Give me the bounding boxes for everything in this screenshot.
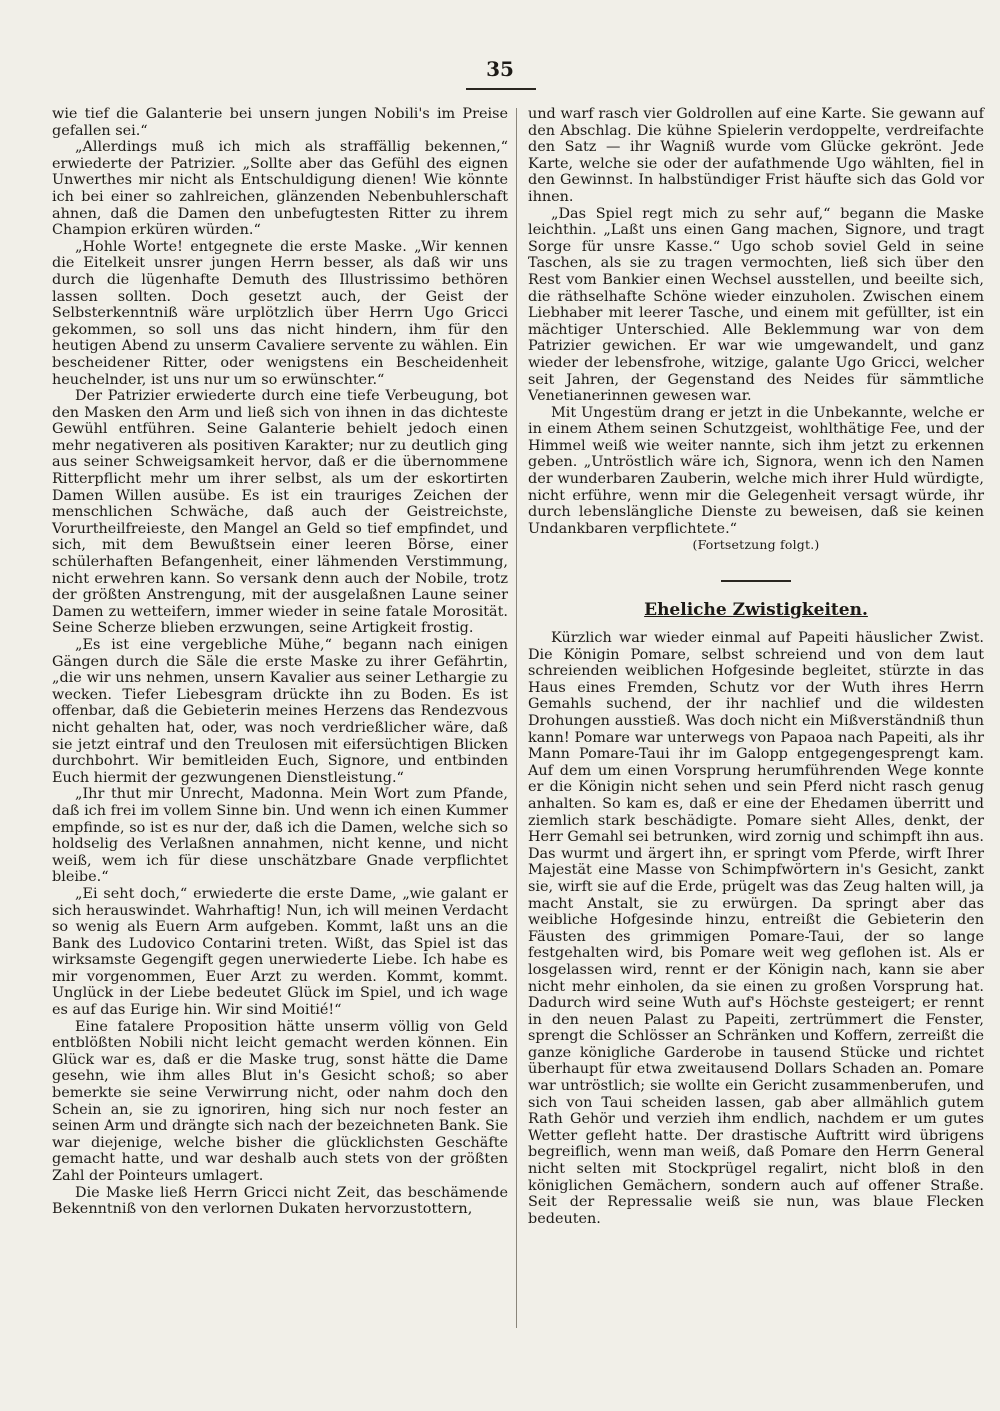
paragraph: und warf rasch vier Goldrollen auf eine Karte. Sie gewann auf den Abschlag. Die kühne Spielerin verdoppelte, verdreifachte den Satz — ihr Wagniß wurde vom Glücke gekrönt. Jede Karte, welche sie oder der aufathmende Ugo wählten, fiel in den Gewinnst. In halbstündiger Frist häufte sich das Gold vor ihnen. [528,106,984,205]
paragraph: wie tief die Galanterie bei unsern jungen Nobili's im Preise gefallen sei.“ [52,106,508,139]
continuation-note: (Fortsetzung folgt.) [692,537,820,553]
paragraph: „Allerdings muß ich mich als straffällig bekennen,“ erwiederte der Patrizier. „Sollte aber das Gefühl des eignen Unwerthes mir nicht als Entschuldigung dienen! Wie könnte ich bei einer so zahlreichen, glänzenden Nebenbuhlerschaft ahnen, daß die Damen den unbefugtesten Ritter zu ihrem Champion erküren würden.“ [52,139,508,239]
column-divider [516,108,517,1328]
article-title: Eheliche Zwistigkeiten. [644,600,868,621]
paragraph: „Hohle Worte! entgegnete die erste Maske. „Wir kennen die Eitelkeit unsrer jungen Herrn besser, als daß wir uns durch die lügenhafte Demuth des Illustrissimo bethören lassen sollten. Doch gesetzt auch, der Geist der Selbsterkenntniß wäre urplötzlich über Herrn Ugo Gricci gekommen, so soll uns das nicht hindern, ihm für den heutigen Abend zu unserm Cavaliere servente zu wählen. Ein bescheidener Ritter, oder wenigstens ein Bescheidenheit heuchelnder, ist uns nur um so erwünschter.“ [52,238,508,388]
paragraph: Mit Ungestüm drang er jetzt in die Unbekannte, welche er in einem Athem seinen Schutzgeist, wohlthätige Fee, und der Himmel weiß wie weiter nannte, sich ihm jetzt zu erkennen geben. „Untröstlich wäre ich, Signora, wenn ich den Namen der wunderbaren Zauberin, welche mich ihrer Huld würdigte, nicht erführe, wenn mir die Gelegenheit versagt würde, ihr durch lebenslängliche Dienste zu beweisen, daß sie keinen Undankbaren verpflichtete.“ [528,404,984,537]
paragraph: Der Patrizier erwiederte durch eine tiefe Verbeugung, bot den Masken den Arm und ließ sich von ihnen in das dichteste Gewühl entführen. Seine Galanterie behielt jedoch einen mehr negativeren als positiven Karakter; nur zu deutlich ging aus seiner Schweigsamkeit hervor, daß er die übernommene Ritterpflicht mehr um ihrer selbst, als um der eskortirten Damen Willen ausübe. Es ist ein trauriges Zeichen der menschlichen Schwäche, daß auch der Geistreichste, Vorurtheilfreieste, den Mangel an Geld so tief empfindet, und sich, mit dem Bewußtsein einer leeren Börse, einer schülerhaften Befangenheit, einer lähmenden Verstimmung, nicht erwehren kann. So versank denn auch der Nobile, trotz der größten Anstrengung, mit der ausgelaßnen Laune seiner Damen zu wetteifern, immer wieder in seine fatale Morosität. Seine Scherze blieben erzwungen, seine Artigkeit frostig. [52,388,508,637]
paragraph: Die Maske ließ Herrn Gricci nicht Zeit, das beschämende Bekenntniß von den verlornen Dukaten hervorzustottern, [52,1184,508,1218]
section-divider [721,580,791,582]
article-body [528,630,984,1227]
paragraph: „Das Spiel regt mich zu sehr auf,“ begann die Maske leichthin. „Laßt uns einen Gang machen, Signore, und tragt Sorge für unsre Kasse.“ Ugo schob soviel Geld in seine Taschen, als sie zu tragen vermochten, ließ sich über den Rest vom Bankier einen Wechsel ausstellen, und beeilte sich, die räthselhafte Schöne wieder einzuholen. Zwischen einem Liebhaber mit leerer Tasche, und einem mit gefüllter, ist ein mächtiger Unterschied. Alle Beklemmung war von dem Patrizier gewichen. Er war wie umgewandelt, und ganz wieder der lebensfrohe, witzige, galante Ugo Gricci, welcher seit Jahren, der Gegenstand des Neides für sämmtliche Venetianerinnen gewesen war. [528,205,984,405]
paragraph: „Ihr thut mir Unrecht, Madonna. Mein Wort zum Pfande, daß ich frei im vollem Sinne bin. Und wenn ich einen Kummer empfinde, so ist es nur der, daß ich die Damen, welche sich so holdselig des Verlaßnen annahmen, nicht kenne, und nicht weiß, wem ich für diese unschätzbare Gnade verpflichtet bleibe.“ [52,786,508,886]
left-column [52,106,508,1218]
page-number: 35 [486,57,514,81]
story-continuation [528,106,984,537]
paragraph: Kürzlich war wieder einmal auf Papeiti häuslicher Zwist. Die Königin Pomare, selbst schreiend und von dem laut schreienden weiblichen Hofgesinde begleitet, stürzte in das Haus eines Fremden, Schutz vor der Wuth ihres Herrn Gemahls suchend, der ihr nachlief und die wildesten Drohungen ausstieß. Was doch nicht ein Mißverständniß thun kann! Pomare war unterwegs von Papaoa nach Papeiti, als ihr Mann Pomare-Taui ihr im Galopp entgegengesprengt kam. Auf dem um einen Vorsprung herumführenden Wege konnte er die Königin nicht sehen und sein Pferd nicht rasch genug anhalten. So kam es, daß er eine der Ehedamen überritt und ziemlich stark beschädigte. Pomare sieht Alles, denkt, der Herr Gemahl sei betrunken, wird zornig und schimpft ihn aus. Das wurmt und ärgert ihn, er springt vom Pferde, wirft Ihrer Majestät eine Masse von Schimpfwörtern in's Gesicht, zankt sie, wirft sie auf die Erde, prügelt was das Zeug halten will, ja macht Anstalt, sie zu erwürgen. Da springt aber das weibliche Hofgesinde hinzu, entreißt die Gebieterin den Fäusten des grimmigen Pomare-Taui, der so lange festgehalten wird, bis Pomare weit weg geflohen ist. Als er losgelassen wird, rennt er der Königin nach, kann sie aber nicht mehr einholen, da sie einen zu großen Vorsprung hat. Dadurch wird seine Wuth auf's Höchste gesteigert; er rennt in den neuen Palast zu Papeiti, zertrümmert die Fenster, sprengt die Schlösser an Schränken und Koffern, zerreißt die ganze königliche Garderobe in tausend Stücke und richtet überhaupt für etwa zweitausend Dollars Schaden an. Pomare war untröstlich; sie wollte ein Gericht zusammenberufen, und sich von Taui scheiden lassen, gab aber allmählich gutem Rath Gehör und verzieh ihm endlich, nachdem er um gutes Wetter gefleht hatte. Der drastische Auftritt wird übrigens begreiflich, wenn man weiß, daß Pomare den Herrn General nicht selten mit Stockprügel regalirt, nicht bloß in den königlichen Gemächern, sondern auch auf offener Straße. Seit der Repressalie weiß sie nun, was blaue Flecken bedeuten. [528,630,984,1227]
paragraph: „Ei seht doch,“ erwiederte die erste Dame, „wie galant er sich herauswindet. Wahrhaftig! Nun, ich will meinen Verdacht so wenig als Euern Arm aufgeben. Kommt, laßt uns an die Bank des Ludovico Contarini treten. Wißt, das Spiel ist das wirksamste Gegengift gegen unerwiederte Liebe. Ich habe es mir vorgenommen, Euer Arzt zu werden. Kommt, kommt. Unglück in der Liebe bedeutet Glück im Spiel, und ich wage es auf das Eurige hin. Wir sind Moitié!“ [52,885,508,1019]
header-rule [466,88,536,90]
right-column [528,106,984,1227]
paragraph: Eine fatalere Proposition hätte unserm völlig von Geld entblößten Nobili nicht leicht gemacht werden können. Ein Glück war es, daß er die Maske trug, sonst hätte die Dame gesehn, wie ihm alles Blut in's Gesicht schoß; so aber bemerkte sie seine Verwirrung nicht, oder nahm doch den Schein an, sie zu ignoriren, hing sich nur noch fester an seinen Arm und drängte sich nach der bezeichneten Bank. Sie war diejenige, welche bisher die glücklichsten Geschäfte gemacht hatte, und war deshalb auch stets von der größten Zahl der Pointeurs umlagert. [52,1018,508,1184]
paragraph: „Es ist eine vergebliche Mühe,“ begann nach einigen Gängen durch die Säle die erste Maske zu ihrer Gefährtin, „die wir uns nehmen, unsern Kavalier aus seiner Lethargie zu wecken. Tiefer Liebesgram drückte ihn zu Boden. Es ist offenbar, daß die Gebieterin meines Herzens das Rendezvous nicht gehalten hat, oder, was noch verdrießlicher wäre, daß sie jetzt eintraf und den Treulosen mit eifersüchtigen Blicken durchbohrt. Wir bemitleiden Euch, Signore, und entbinden Euch hiermit der gezwungenen Dienstleistung.“ [52,637,508,786]
